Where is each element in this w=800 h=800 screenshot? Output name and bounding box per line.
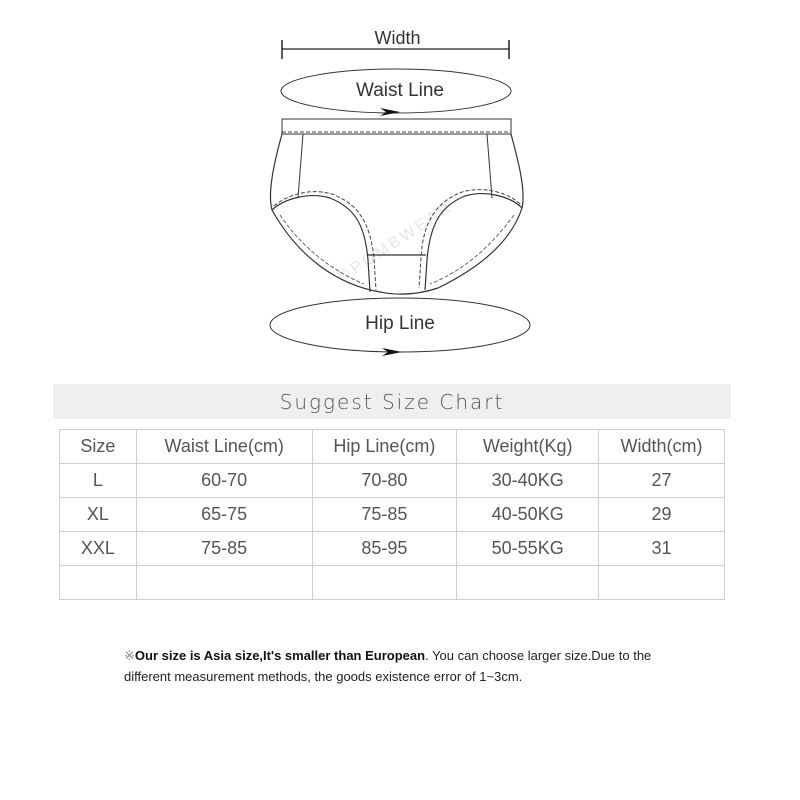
size-chart-title: Suggest Size Chart [53, 384, 731, 419]
header-waist: Waist Line(cm) [136, 430, 312, 464]
note-bold: Our size is Asia size,It's smaller than European [134, 648, 426, 663]
cell-empty [312, 566, 457, 600]
cell-width: 29 [599, 498, 725, 532]
note-text: . You can choose larger size.Due to the different measurement methods, the goods existence error of 1~3cm. [124, 648, 652, 684]
waist-line-label: Waist Line [356, 80, 444, 101]
cell-empty [599, 566, 725, 600]
cell-size: XL [60, 498, 137, 532]
cell-empty [136, 566, 312, 600]
table-row [60, 498, 725, 532]
cell-size: XXL [60, 532, 137, 566]
header-weight: Weight(Kg) [457, 430, 599, 464]
cell-weight: 40-50KG [457, 498, 599, 532]
width-label: Width [374, 28, 421, 48]
header-hip: Hip Line(cm) [312, 430, 457, 464]
hip-line-label: Hip Line [365, 313, 435, 334]
cell-hip: 75-85 [312, 498, 457, 532]
header-size: Size [60, 430, 137, 464]
cell-waist: 75-85 [136, 532, 312, 566]
cell-width: 31 [599, 532, 725, 566]
table-header-row [60, 430, 725, 464]
table-row [60, 464, 725, 498]
cell-weight: 50-55KG [457, 532, 599, 566]
cell-waist: 65-75 [136, 498, 312, 532]
cell-width: 27 [599, 464, 725, 498]
cell-waist: 60-70 [136, 464, 312, 498]
cell-hip: 70-80 [312, 464, 457, 498]
cell-size: L [60, 464, 137, 498]
note-symbol: ※ [124, 648, 135, 663]
cell-empty [60, 566, 137, 600]
table-row-empty [60, 566, 725, 600]
cell-empty [457, 566, 599, 600]
size-chart-table [59, 429, 725, 600]
cell-weight: 30-40KG [457, 464, 599, 498]
cell-hip: 85-95 [312, 532, 457, 566]
measurement-diagram [260, 20, 540, 365]
watermark: ©POMBWEAR [335, 198, 457, 286]
header-width: Width(cm) [599, 430, 725, 464]
table-row [60, 532, 725, 566]
size-note [124, 645, 664, 687]
